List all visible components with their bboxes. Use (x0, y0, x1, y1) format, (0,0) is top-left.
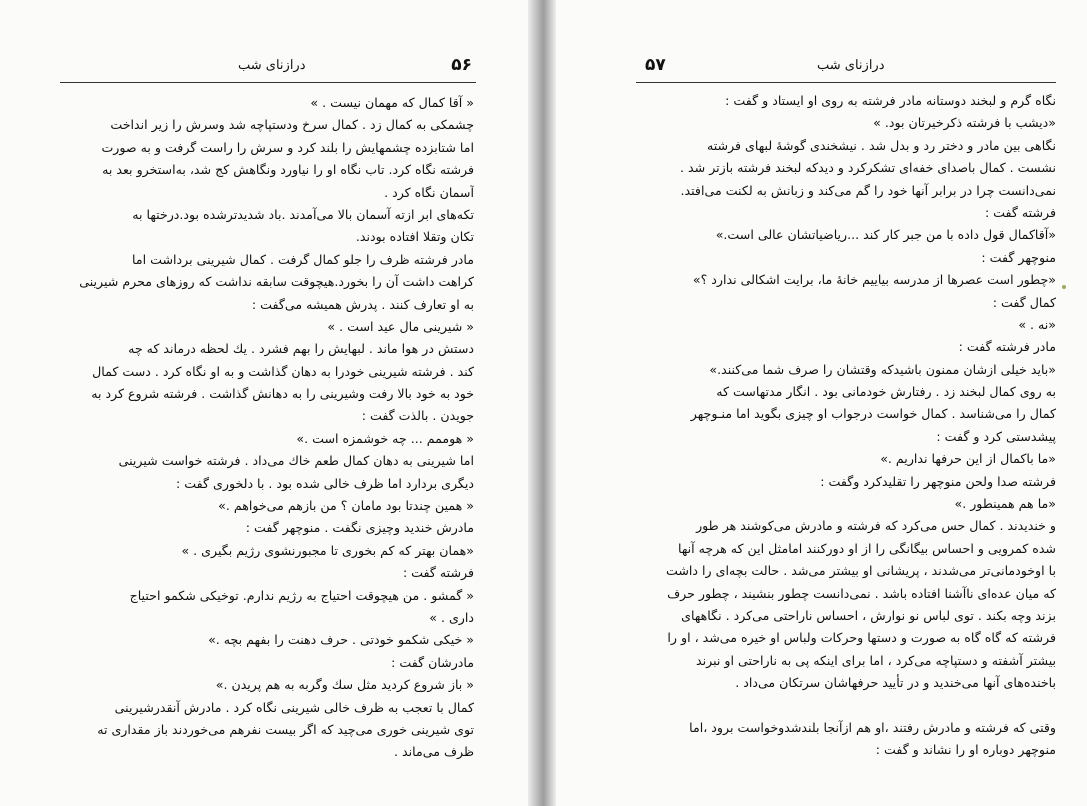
text-line: کمال با تعجب به ظرف خالی شیرینی نگاه کرد . مادرش آنقدرشیرینی (114, 699, 474, 715)
left-page-number: ۵۶ (451, 55, 472, 75)
scan-speck (1062, 285, 1066, 289)
text-line: اما شیرینی به دهان کمال طعم خاك می‌داد . فرشته خواست شیرینی (118, 453, 474, 469)
text-line: منوچهر دوباره او را نشاند و گفت : (875, 742, 1056, 758)
text-line: مادر فرشته گفت : (958, 339, 1056, 355)
text-line (646, 695, 1056, 717)
text-line: پیشدستی کرد و گفت : (936, 428, 1056, 444)
text-line: کند . فرشته شیرینی خودرا به دهان گذاشت و به او نگاه کرد . دست کمال (92, 363, 474, 379)
text-line: « خیکی شکمو خودتی . حرف دهنت را بفهم بچه .» (208, 632, 474, 648)
text-line: مادر فرشته ظرف را جلو کمال گرفت . کمال شیرینی برداشت اما (132, 251, 474, 267)
text-line: « باز شروع کردید مثل سك وگربه به هم پریدن .» (215, 677, 474, 693)
text-line: شده کمرویی و احساس بیگانگی را از او دورکنند امامثل این که هرچه آنها (678, 540, 1056, 556)
text-line: منوچهر گفت : (981, 249, 1056, 265)
text-line: اما شتابزده چشمهایش را بلند کرد و سرش را راست گرفت و به صورت (101, 139, 474, 155)
text-line: جویدن . بالذت گفت : (361, 408, 474, 424)
text-line: بیشتر آشفته و دستپاچه می‌کرد ، اما برای اینکه پی به ناراحتی او نبرند (696, 652, 1056, 668)
right-header-rule (636, 82, 1056, 83)
text-line: و خندیدند . کمال حس می‌کرد که فرشته و مادرش می‌کوشند هر طور (696, 518, 1056, 534)
text-line: کمال گفت : (992, 294, 1056, 310)
text-line: دستش در هوا ماند . لبهایش را بهم فشرد . یك لحظه درماند که چه (128, 341, 474, 357)
left-header-rule (60, 82, 476, 83)
text-line: «باید خیلی ازشان ممنون باشیدکه وقتشان را صرف شما می‌کنند.» (709, 361, 1056, 377)
left-body-text (62, 92, 474, 764)
text-line: به روی کمال لبخند زد . رفتارش خودمانی بود . انگار مدتهاست که (716, 384, 1056, 400)
text-line: کراهت داشت آن را بخورد.هیچوقت سابقه نداشت که روزهای محرم شیرینی (79, 274, 474, 290)
book-gutter (528, 0, 556, 806)
text-line: کمال را می‌شناسد . کمال خواست درجواب او چیزی بگوید اما منـوچهر (690, 406, 1056, 422)
text-line: «دیشب با فرشته ذکرخیرتان بود. » (873, 115, 1056, 131)
text-line: « شیرینی مال عید است . » (327, 318, 474, 334)
text-line: «ما باکمال از این حرفها نداریم .» (880, 451, 1056, 467)
text-line: توی شیرینی خوری می‌چید که اگر بیست نفرهم می‌خوردند باز مقداری ته (97, 721, 474, 737)
right-page-header (641, 55, 1053, 80)
text-line: « هوممم ... چه خوشمزه است .» (296, 430, 474, 446)
left-running-title: درازنای شب (238, 58, 306, 73)
text-line: « گمشو . من هیچوقت احتیاج به رژیم ندارم. توخیکی شکمو احتیاج (129, 587, 474, 603)
text-line: که میان عده‌ای ناآشنا افتاده باشد . نمی‌دانست چطور بنشیند ، چطور حرف (667, 585, 1056, 601)
text-line: فرشته صدا ولحن منوچهر را تقلیدکرد وگفت : (820, 473, 1056, 489)
text-line: «ما هم همینطور .» (954, 496, 1056, 512)
left-page-header (60, 55, 472, 80)
text-line: دیگری بردارد اما ظرف خالی شده بود . با دلخوری گفت : (176, 475, 474, 491)
text-line: به او تعارف کنند . پدرش همیشه می‌گفت : (251, 296, 474, 312)
text-line: تکان وتقلا افتاده بودند. (355, 229, 474, 245)
text-line: نشست . کمال باصدای خفه‌ای تشکرکرد و دیدکه لبخند فرشته بازتر شد . (680, 160, 1056, 176)
text-line: مادرشان گفت : (391, 654, 474, 670)
text-line: فرشته که گاه گاه به صورت و دستها وحرکات ولباس او خیره می‌شد ، او را (667, 630, 1056, 646)
right-page-number: ۵۷ (645, 55, 666, 75)
text-line: بزند وچه بکند . توی لباس نو نوارش ، احساس ناراحتی می‌کرد . نگاههای (681, 607, 1056, 623)
text-line: مادرش خندید وچیزی نگفت . منوچهر گفت : (245, 520, 474, 536)
right-body-text (646, 90, 1056, 762)
text-line: چشمکی به کمال زد . کمال سرخ ودستپاچه شد وسرش را زیر انداخت (110, 117, 474, 133)
right-running-title: درازنای شب (817, 58, 885, 73)
text-line: باخنده‌های آنها می‌خندید و در تأیید حرفهاشان سرتکان می‌داد . (735, 675, 1056, 691)
text-line: نمی‌دانست چرا در برابر آنها خود را گم می‌کند و زبانش به لکنت می‌افتد. (680, 182, 1056, 198)
text-line: نگاه گرم و لبخند دوستانه مادر فرشته به روی او ایستاد و گفت : (725, 93, 1056, 108)
text-line: فرشته گفت : (402, 565, 474, 581)
text-line: «نه . » (1018, 316, 1056, 332)
text-line: «همان بهتر که کم بخوری تا مجبورنشوی رژیم بگیری . » (181, 542, 474, 558)
left-page (0, 0, 528, 806)
text-line: خود به خود بالا رفت وشیرینی را به دهانش گذاشت . فرشته شروع کرد به (91, 386, 474, 402)
text-line: با اوخودمانی‌تر می‌شدند ، پریشانی او بیشتر می‌شد . حالت بچه‌ای را داشت (666, 563, 1056, 579)
text-line: فرشته گفت : (984, 204, 1056, 220)
text-line: «آقاکمال قول داده با من جبر کار کند ...ریاضیاتشان عالی است.» (715, 227, 1056, 243)
text-line: نگاهی بین مادر و دختر رد و بدل شد . نیشخندی گوشهٔ لبهای فرشته (706, 137, 1056, 153)
text-line: داری . » (429, 609, 474, 625)
text-line: وقتی که فرشته و مادرش رفتند ،او هم ازآنجا بلندشدوخواست برود ،اما (689, 719, 1056, 735)
text-line: آسمان نگاه کرد . (384, 184, 474, 200)
text-line: « همین چندتا بود مامان ؟ من بازهم می‌خواهم .» (218, 498, 474, 514)
text-line: «چطور است عصرها از مدرسه بیاییم خانهٔ ما، برایت اشکالی ندارد ؟» (692, 272, 1056, 288)
right-page (556, 0, 1087, 806)
text-line: « آقا کمال که مهمان نیست . » (310, 95, 474, 110)
text-line: تکه‌های ابر ازته آسمان بالا می‌آمدند .باد شدیدترشده بود.درختها به (132, 206, 474, 222)
text-line: فرشته نگاه کرد. تاب نگاه او را نیاورد ونگاهش کج شد، به‌استخرو بعد به (102, 162, 474, 178)
text-line: ظرف می‌ماند . (394, 744, 474, 760)
